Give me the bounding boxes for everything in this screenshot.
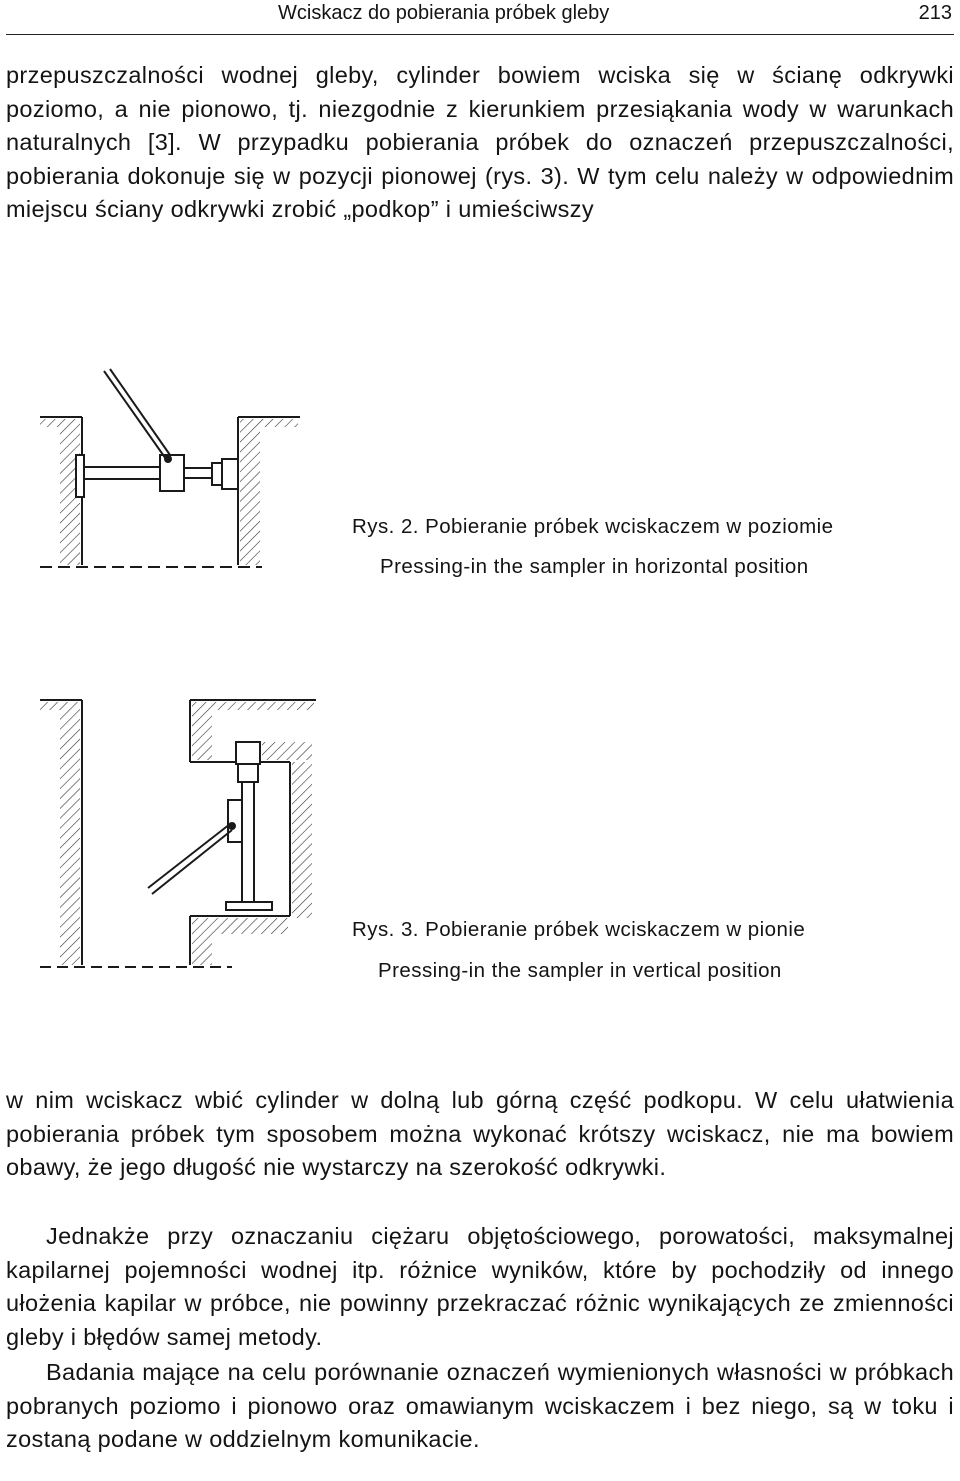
figure-3 [0, 680, 960, 1000]
running-title: Wciskacz do pobierania próbek gleby [278, 2, 610, 24]
header-rule [6, 34, 954, 35]
figure-2 [0, 355, 960, 605]
paragraph-2: w nim wciskacz wbić cylinder w dolną lub górną część podkopu. W celu ułatwienia pobierania próbek tym sposobem można wykonać krótszy wciskacz, nie ma bowiem obawy, że jego długość nie wystarczy na szerokość odkrywki. [6, 1087, 954, 1181]
figure-2-caption-pl: Rys. 2. Pobieranie próbek wciskaczem w poziomie [352, 515, 834, 538]
paragraph-4: Badania mające na celu porównanie oznaczeń wymienionych własności w próbkach pobranych poziomo i pionowo oraz omawianym wciskaczem i bez niego, są w toku i zostaną podane w oddzielnym komunikacie. [6, 1359, 954, 1453]
paragraph-3: Jednakże przy oznaczaniu ciężaru objętościowego, porowatości, maksymalnej kapilarnej pojemności wodnej itp. różnice wyników, które by pochodziły od innego ułożenia kapilar w próbce, nie powinny przekraczać różnic wynikających ze zmienności gleby i błędów samej metody. [6, 1223, 954, 1350]
figure-3-caption-en: Pressing-in the sampler in vertical position [378, 959, 782, 982]
running-header [0, 0, 960, 30]
figure-2-caption-en: Pressing-in the sampler in horizontal position [380, 555, 809, 578]
paragraph-1: przepuszczalności wodnej gleby, cylinder bowiem wciska się w ścianę odkrywki poziomo, a nie pionowo, tj. niezgodnie z kierunkiem przesiąkania wody w warunkach naturalnych [3]. W przypadku pobierania próbek do oznaczeń przepuszczalności, pobierania dokonuje się w pozycji pionowej (rys. 3). W tym celu należy w odpowiednim miejscu ściany odkrywki zrobić „podkop” i umieściwszy [6, 62, 954, 223]
figure-3-drawing [0, 680, 960, 1000]
page-number: 213 [918, 2, 952, 24]
figure-3-caption-pl: Rys. 3. Pobieranie próbek wciskaczem w pionie [352, 918, 806, 941]
